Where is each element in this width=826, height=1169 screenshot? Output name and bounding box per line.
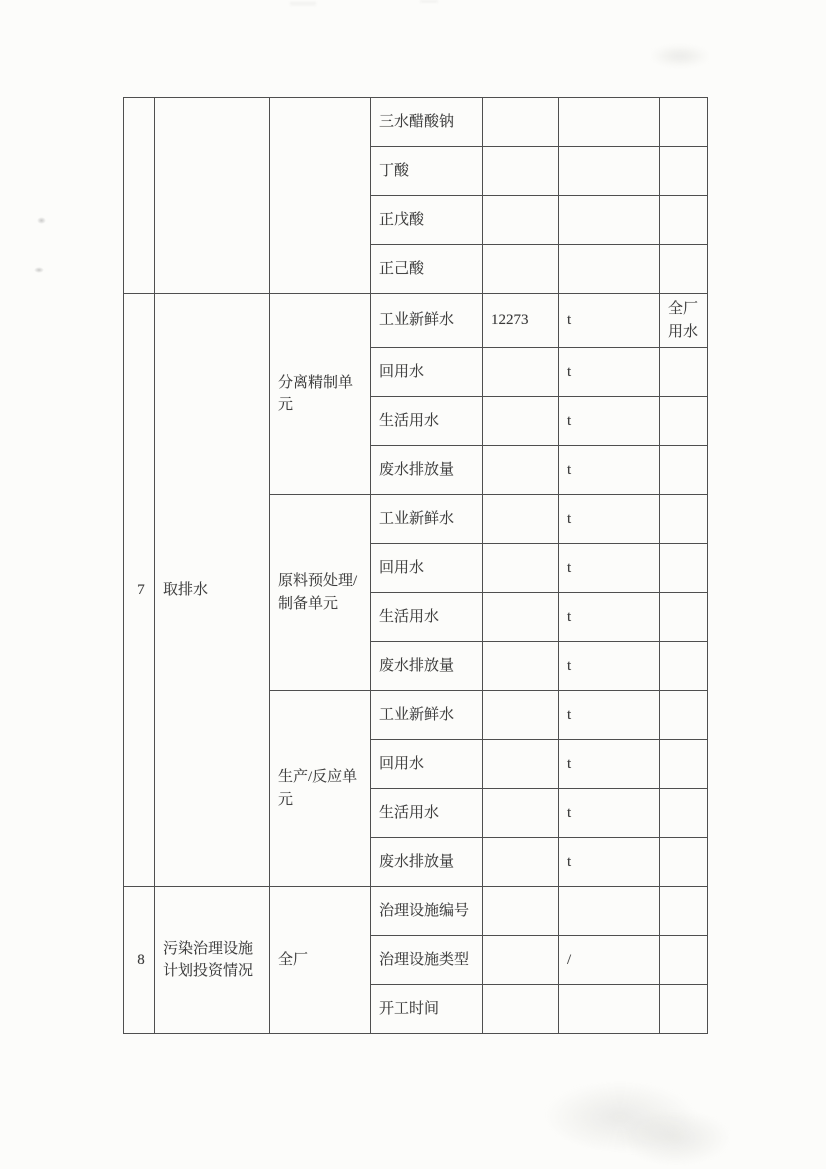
remark-cell	[660, 196, 708, 245]
item-cell: 工业新鲜水	[371, 691, 483, 740]
table-row	[124, 294, 708, 348]
value-cell	[483, 593, 559, 642]
item-cell: 工业新鲜水	[371, 294, 483, 348]
value-cell	[483, 98, 559, 147]
value-cell	[483, 985, 559, 1034]
item-cell: 废水排放量	[371, 446, 483, 495]
unit-cell: t	[559, 495, 660, 544]
scan-artifact	[290, 2, 316, 7]
remark-cell	[660, 642, 708, 691]
value-cell	[483, 397, 559, 446]
item-cell: 废水排放量	[371, 838, 483, 887]
scan-artifact	[37, 217, 46, 224]
item-cell: 正戊酸	[371, 196, 483, 245]
value-cell	[483, 838, 559, 887]
remark-cell	[660, 593, 708, 642]
unit-cell: t	[559, 544, 660, 593]
subunit-cell: 原料预处理/制备单元	[270, 495, 371, 691]
remark-cell	[660, 446, 708, 495]
unit-cell: /	[559, 936, 660, 985]
item-cell: 生活用水	[371, 789, 483, 838]
remark-cell	[660, 397, 708, 446]
value-cell	[483, 245, 559, 294]
remark-cell	[660, 348, 708, 397]
unit-cell: t	[559, 446, 660, 495]
item-cell: 丁酸	[371, 147, 483, 196]
remark-cell	[660, 936, 708, 985]
value-cell	[483, 196, 559, 245]
category-cell	[155, 98, 270, 294]
item-cell: 三水醋酸钠	[371, 98, 483, 147]
value-cell	[483, 495, 559, 544]
remark-cell	[660, 245, 708, 294]
unit-cell: t	[559, 789, 660, 838]
unit-cell: t	[559, 838, 660, 887]
scan-artifact	[34, 267, 44, 273]
unit-cell	[559, 98, 660, 147]
remark-cell	[660, 838, 708, 887]
value-cell	[483, 887, 559, 936]
scan-artifact	[545, 1082, 695, 1152]
scan-artifact	[620, 1110, 730, 1165]
unit-cell: t	[559, 691, 660, 740]
remark-cell	[660, 544, 708, 593]
report-table	[123, 97, 708, 1034]
value-cell	[483, 936, 559, 985]
scan-artifact	[650, 45, 710, 67]
unit-cell: t	[559, 397, 660, 446]
value-cell	[483, 348, 559, 397]
remark-cell	[660, 985, 708, 1034]
item-cell: 回用水	[371, 740, 483, 789]
item-cell: 治理设施类型	[371, 936, 483, 985]
item-cell: 正己酸	[371, 245, 483, 294]
value-cell	[483, 446, 559, 495]
remark-cell	[660, 98, 708, 147]
row-number-cell: 8	[124, 887, 155, 1034]
category-cell: 取排水	[155, 294, 270, 887]
unit-cell: t	[559, 642, 660, 691]
remark-cell	[660, 740, 708, 789]
category-cell: 污染治理设施计划投资情况	[155, 887, 270, 1034]
item-cell: 生活用水	[371, 593, 483, 642]
value-cell	[483, 147, 559, 196]
unit-cell	[559, 147, 660, 196]
value-cell	[483, 789, 559, 838]
unit-cell: t	[559, 740, 660, 789]
remark-cell: 全厂用水	[660, 294, 708, 348]
unit-cell: t	[559, 294, 660, 348]
value-cell: 12273	[483, 294, 559, 348]
row-number-cell: 7	[124, 294, 155, 887]
item-cell: 废水排放量	[371, 642, 483, 691]
subunit-cell: 生产/反应单元	[270, 691, 371, 887]
unit-cell	[559, 245, 660, 294]
value-cell	[483, 740, 559, 789]
remark-cell	[660, 691, 708, 740]
unit-cell: t	[559, 348, 660, 397]
value-cell	[483, 691, 559, 740]
unit-cell	[559, 196, 660, 245]
subunit-cell	[270, 98, 371, 294]
subunit-cell: 分离精制单元	[270, 294, 371, 495]
row-number-cell	[124, 98, 155, 294]
item-cell: 工业新鲜水	[371, 495, 483, 544]
item-cell: 治理设施编号	[371, 887, 483, 936]
item-cell: 回用水	[371, 348, 483, 397]
table-row	[124, 887, 708, 936]
unit-cell: t	[559, 593, 660, 642]
remark-cell	[660, 789, 708, 838]
value-cell	[483, 544, 559, 593]
scope-cell: 全厂	[270, 887, 371, 1034]
remark-cell	[660, 887, 708, 936]
remark-cell	[660, 495, 708, 544]
item-cell: 生活用水	[371, 397, 483, 446]
scan-artifact	[420, 0, 438, 4]
unit-cell	[559, 887, 660, 936]
item-cell: 开工时间	[371, 985, 483, 1034]
remark-cell	[660, 147, 708, 196]
table-row	[124, 98, 708, 147]
unit-cell	[559, 985, 660, 1034]
item-cell: 回用水	[371, 544, 483, 593]
value-cell	[483, 642, 559, 691]
